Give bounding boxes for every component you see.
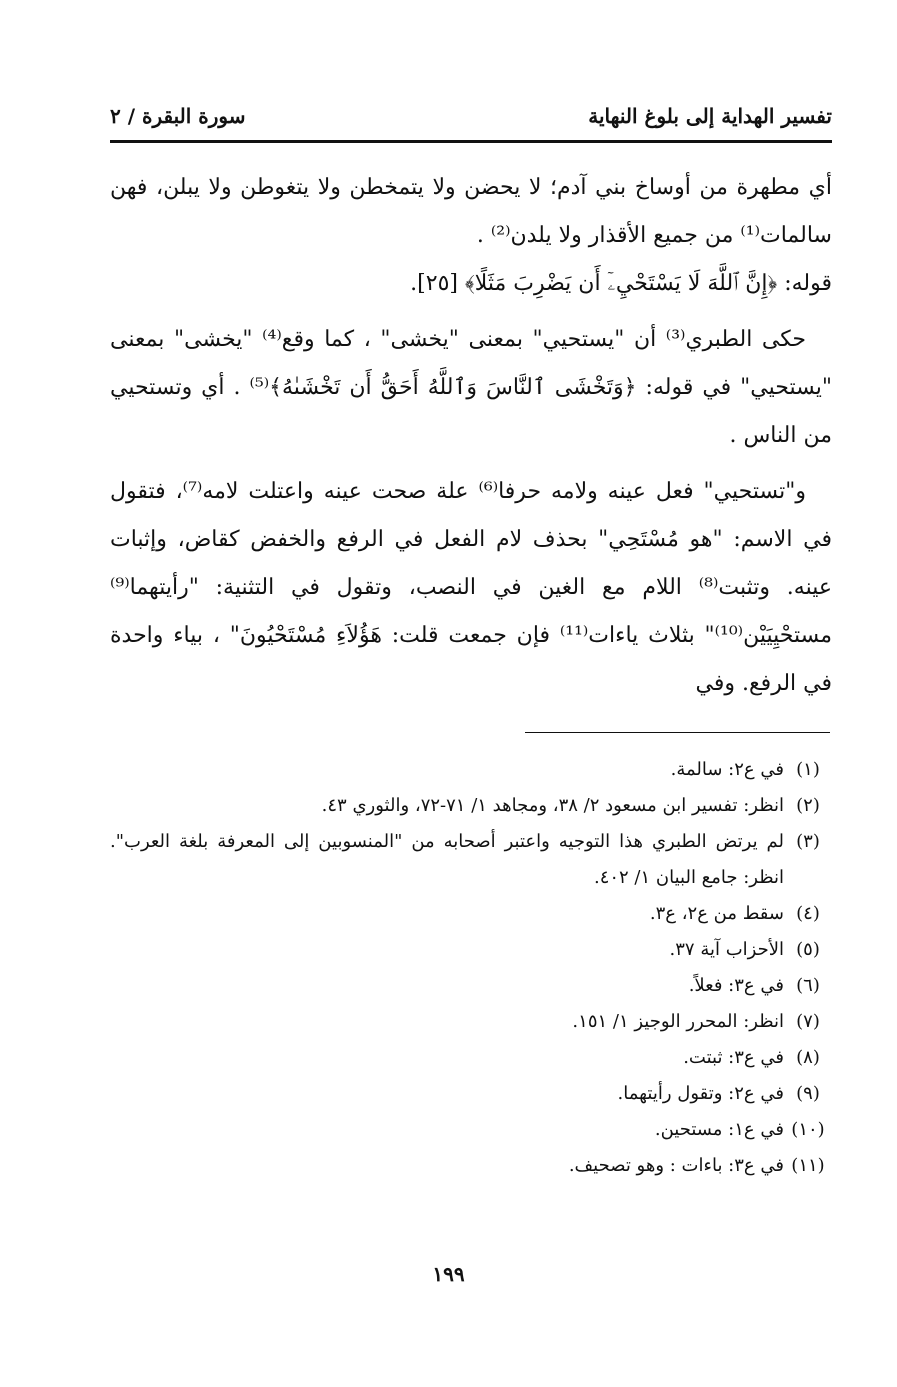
footnote-number: (٩): [796, 1083, 820, 1104]
footnotes-list: [110, 752, 832, 1184]
footnote: [110, 788, 832, 824]
page-number: ١٩٩: [432, 1262, 465, 1286]
footnote: [110, 1076, 832, 1112]
footnote: [110, 1004, 832, 1040]
paragraph: و"تستحيي" فعل عينه ولامه حرفا⁽⁶⁾ علة صحت عينه واعتلت لامه⁽⁷⁾، فتقول في الاسم: "هو مُسْتَحِي" بحذف لام الفعل في الرفع والخفض كقاض، وإثبات عينه. وتثبت⁽⁸⁾ اللام مع الغين في النصب، وتقول في التثنية: "رأيتهما⁽⁹⁾ مستحْيِيَيْن⁽¹⁰⁾" بثلاث ياءات⁽¹¹⁾ فإن جمعت قلت: هَؤُلاَءِ مُسْتَحْيُونَ" ، بياء واحدة في الرفع. وفي: [110, 479, 833, 696]
paragraph: أي مطهرة من أوساخ بني آدم؛ لا يحضن ولا يتمخطن ولا يتغوطن ولا يبلن، فهن سالمات⁽¹⁾ من جميع الأقذار ولا يلدن⁽²⁾ .: [110, 175, 832, 248]
footnote-number: (٢): [796, 795, 820, 816]
footnote-text: في ع٣: ثبتت.: [683, 1047, 784, 1068]
footnote-text: في ع٢: سالمة.: [670, 759, 784, 780]
footnote-number: (٤): [796, 903, 820, 924]
footnote-number: (٨): [796, 1047, 820, 1068]
footnote: [110, 896, 832, 932]
footnote: [110, 1148, 832, 1184]
footnote-number: (٧): [796, 1011, 820, 1032]
footnote-number: (١): [796, 759, 820, 780]
footnote-number: (٣): [796, 831, 820, 852]
running-header: [110, 98, 832, 134]
surah-label: سورة البقرة / ٢: [110, 104, 246, 128]
footnote-text: انظر: تفسير ابن مسعود ٢/ ٣٨، ومجاهد ١/ ٧١-٧٢، والثوري ٤٣.: [321, 795, 784, 816]
footnote-text: في ع٣: فعلاً.: [688, 975, 784, 996]
footnote: [110, 1112, 832, 1148]
footnote-number: (١٠): [791, 1119, 825, 1140]
footnote-text: سقط من ع٢، ع٣.: [649, 903, 784, 924]
footnote: [110, 968, 832, 1004]
paragraph: حكى الطبري⁽³⁾ أن "يستحيي" بمعنى "يخشى" ، كما وقع⁽⁴⁾ "يخشى" بمعنى "يستحيي" في قوله: ﴿وَتَخْشَى ٱلنَّاسَ وَٱللَّهُ أَحَقُّ أَن تَخْشَىٰهُ﴾⁽⁵⁾ . أي وتستحيي من الناس .: [110, 327, 832, 448]
footnote-text: لم يرتض الطبري هذا التوجيه واعتبر أصحابه من "المنسوبين إلى المعرفة بلغة العرب". انظر: جامع البيان ١/ ٤٠٢.: [110, 831, 784, 888]
footnote-number: (٥): [796, 939, 820, 960]
footnote-text: انظر: المحرر الوجيز ١/ ١٥١.: [572, 1011, 784, 1032]
footnote-text: في ع٣: باءات : وهو تصحيف.: [568, 1155, 784, 1176]
header-rule: [110, 140, 832, 143]
footnote-text: في ع١: مستحين.: [654, 1119, 784, 1140]
footnote: [110, 1040, 832, 1076]
footnote-text: في ع٢: وتقول رأيتهما.: [617, 1083, 784, 1104]
verse-paragraph: قوله: ﴿إِنَّ ٱللَّهَ لَا يَسْتَحْيِۦٓ أَن يَضْرِبَ مَثَلًا﴾ [٢٥].: [410, 271, 832, 296]
footnote-number: (٦): [796, 975, 820, 996]
main-text: [110, 164, 832, 708]
footnote-number: (١١): [791, 1155, 825, 1176]
footnote: [110, 752, 832, 788]
footnote-separator: [525, 732, 830, 733]
book-title: تفسير الهداية إلى بلوغ النهاية: [588, 104, 832, 128]
footnote: [110, 824, 832, 896]
footnote-text: الأحزاب آية ٣٧.: [669, 939, 784, 960]
footnote: [110, 932, 832, 968]
